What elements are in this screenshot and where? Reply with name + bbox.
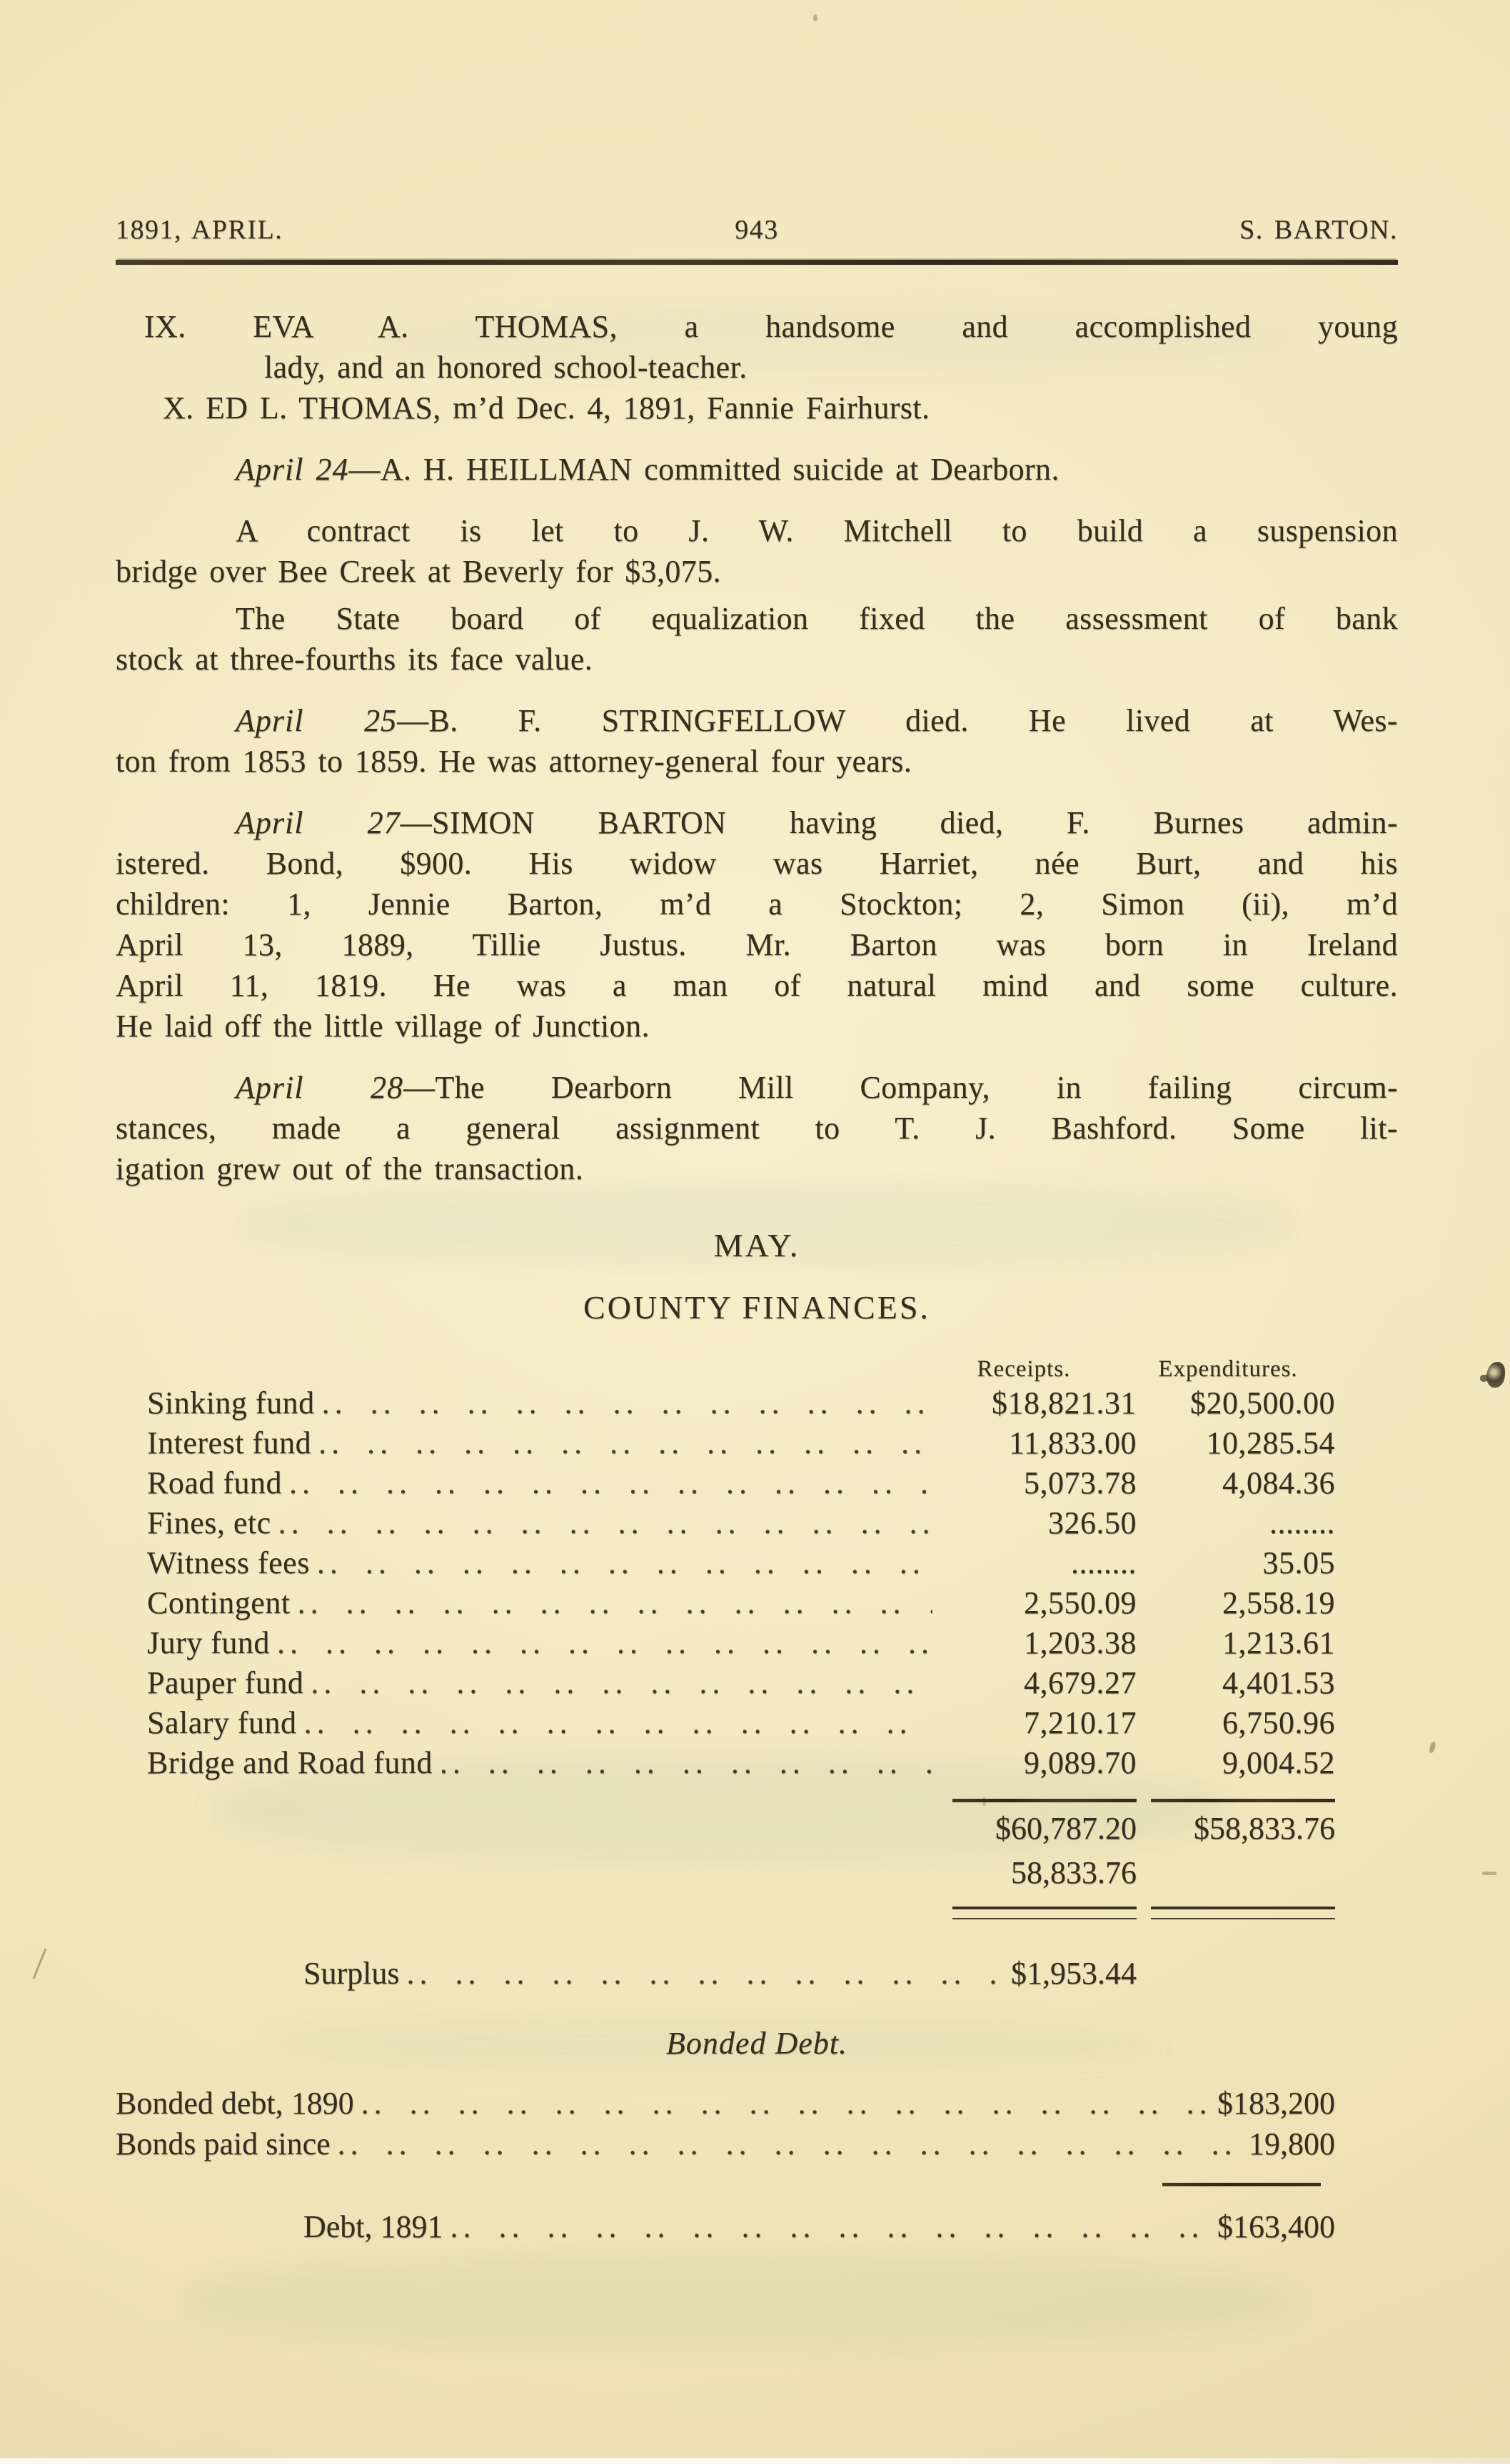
body-line bbox=[116, 388, 1398, 428]
body-line bbox=[116, 924, 1398, 965]
expenditures-value: 9,004.52 bbox=[1222, 1745, 1335, 1780]
expenditures-value: 6,750.96 bbox=[1222, 1705, 1335, 1740]
section-heading: COUNTY FINANCES. bbox=[583, 1289, 930, 1326]
dot-leader bbox=[406, 1954, 1001, 1994]
body-line-text: lady, and an honored school-teacher. bbox=[264, 350, 748, 385]
body-line-text: April 13, 1889, Tillie Justus. Mr. Barton was born in Ireland bbox=[116, 927, 1398, 962]
finance-table-row bbox=[116, 1463, 1398, 1503]
body-line bbox=[116, 1148, 1398, 1189]
finance-table-row bbox=[116, 1423, 1398, 1463]
paragraph bbox=[116, 700, 1398, 782]
finance-column-headers bbox=[116, 1355, 1398, 1383]
receipts-value: ........ bbox=[1071, 1545, 1137, 1580]
body-line-text: X. ED L. THOMAS, m’d Dec. 4, 1891, Fannie Fairhurst. bbox=[163, 390, 930, 425]
totals-row bbox=[116, 1808, 1398, 1849]
paragraph bbox=[116, 802, 1398, 1046]
paragraph bbox=[116, 598, 1398, 680]
header-date: 1891, APRIL. bbox=[116, 215, 283, 245]
paragraph bbox=[116, 510, 1398, 592]
body-line bbox=[116, 700, 1398, 741]
bonded-debt-heading: Bonded Debt. bbox=[666, 2026, 847, 2061]
body-line-text: istered. Bond, $900. His widow was Harriet, née Burt, and his bbox=[116, 846, 1398, 881]
debt-result-label: Debt, 1891 bbox=[303, 2209, 443, 2244]
surplus-label: Surplus bbox=[303, 1956, 400, 1991]
totals-rule-row bbox=[116, 1799, 1398, 1802]
receipts-total-rule bbox=[952, 1799, 1137, 1802]
expenditures-value: $20,500.00 bbox=[1190, 1385, 1335, 1420]
body-line bbox=[116, 639, 1398, 680]
running-header bbox=[116, 214, 1398, 246]
finance-table-row bbox=[116, 1543, 1398, 1583]
fund-label: Interest fund bbox=[147, 1425, 312, 1460]
body-line-text: —B. F. STRINGFELLOW died. He lived at Wes- bbox=[397, 703, 1398, 738]
bonded-debt-label: Bonds paid since bbox=[116, 2126, 331, 2161]
fund-label: Pauper fund bbox=[147, 1665, 304, 1700]
carry-amount: 58,833.76 bbox=[1011, 1855, 1137, 1890]
receipts-value: 7,210.17 bbox=[1024, 1705, 1137, 1740]
fund-label: Bridge and Road fund bbox=[147, 1745, 433, 1780]
body-line bbox=[116, 843, 1398, 884]
receipts-column-header: Receipts. bbox=[977, 1356, 1071, 1382]
dot-leader bbox=[451, 2206, 1207, 2247]
finance-table-row bbox=[116, 1623, 1398, 1663]
body-line bbox=[116, 551, 1398, 592]
debt-result-amount: $163,400 bbox=[1217, 2209, 1335, 2244]
expenditures-closing-rule bbox=[1151, 1907, 1335, 1919]
date-lead: April 27 bbox=[236, 805, 401, 840]
body-line bbox=[116, 741, 1398, 782]
body-line-text: bridge over Bee Creek at Beverly for $3,075. bbox=[116, 554, 721, 589]
dot-leader bbox=[440, 1743, 932, 1783]
bonded-debt-label: Bonded debt, 1890 bbox=[116, 2086, 354, 2121]
paragraph bbox=[116, 388, 1398, 428]
dot-leader bbox=[322, 1383, 932, 1423]
fund-label: Road fund bbox=[147, 1465, 283, 1500]
body-line bbox=[116, 1006, 1398, 1046]
body-line-text: He laid off the little village of Junction. bbox=[116, 1009, 650, 1044]
debt-result-row bbox=[116, 2206, 1398, 2247]
receipts-value: 5,073.78 bbox=[1024, 1465, 1137, 1500]
body-line-text: —SIMON BARTON having died, F. Burnes admin- bbox=[400, 805, 1399, 840]
surplus-row bbox=[116, 1954, 1398, 1994]
finance-table-row bbox=[116, 1503, 1398, 1543]
receipts-closing-rule bbox=[952, 1907, 1137, 1919]
month-heading: MAY. bbox=[713, 1227, 800, 1263]
date-lead: April 25 bbox=[236, 703, 398, 738]
bonded-debt-row bbox=[116, 2083, 1398, 2124]
closing-rule-row bbox=[116, 1907, 1398, 1919]
body-text bbox=[116, 306, 1398, 1189]
fund-label: Witness fees bbox=[147, 1545, 310, 1580]
expenditures-column-header: Expenditures. bbox=[1158, 1356, 1298, 1382]
body-line-text: The State board of equalization fixed the assessment of bank bbox=[236, 601, 1398, 636]
scan-edge-strip bbox=[0, 2458, 1510, 2464]
expenditures-value: 4,401.53 bbox=[1222, 1665, 1335, 1700]
expenditures-value: 2,558.19 bbox=[1222, 1585, 1335, 1620]
body-line bbox=[116, 347, 1398, 388]
body-line bbox=[116, 449, 1398, 490]
finance-table-row bbox=[116, 1583, 1398, 1623]
paragraph bbox=[116, 306, 1398, 388]
expenditures-total-rule bbox=[1151, 1799, 1335, 1802]
debt-rule-row bbox=[116, 2183, 1398, 2186]
finance-table-row bbox=[116, 1383, 1398, 1423]
body-line-text: —A. H. HEILLMAN committed suicide at Dearborn. bbox=[348, 452, 1059, 487]
dot-leader bbox=[298, 1583, 932, 1623]
dot-leader bbox=[318, 1423, 932, 1463]
body-line-text: IX. EVA A. THOMAS, a handsome and accomplished young bbox=[144, 309, 1398, 344]
body-line-text: stock at three-fourths its face value. bbox=[116, 642, 593, 677]
body-line bbox=[116, 1067, 1398, 1108]
body-line bbox=[116, 306, 1398, 347]
receipts-value: 1,203.38 bbox=[1024, 1625, 1137, 1660]
dot-leader bbox=[361, 2083, 1207, 2124]
paragraph bbox=[116, 449, 1398, 490]
finance-table-row bbox=[116, 1663, 1398, 1703]
dot-leader bbox=[304, 1703, 932, 1743]
receipts-total: $60,787.20 bbox=[995, 1811, 1137, 1846]
dot-leader bbox=[338, 2124, 1239, 2164]
dot-leader bbox=[277, 1623, 932, 1663]
body-line bbox=[116, 884, 1398, 924]
fund-label: Sinking fund bbox=[147, 1385, 315, 1420]
body-line-text: —The Dearborn Mill Company, in failing circum- bbox=[403, 1070, 1398, 1105]
debt-rule bbox=[1162, 2183, 1321, 2186]
bonded-debt-rows bbox=[116, 2083, 1398, 2164]
expenditures-total: $58,833.76 bbox=[1194, 1811, 1335, 1846]
body-line-text: April 11, 1819. He was a man of natural mind and some culture. bbox=[116, 968, 1398, 1003]
dot-leader bbox=[289, 1463, 932, 1503]
date-lead: April 24 bbox=[236, 452, 349, 487]
receipts-value: 326.50 bbox=[1048, 1505, 1137, 1540]
body-line-text: A contract is let to J. W. Mitchell to build a suspension bbox=[236, 513, 1398, 548]
bonded-debt-value: 19,800 bbox=[1249, 2126, 1335, 2161]
fund-label: Jury fund bbox=[147, 1625, 270, 1660]
surplus-amount: $1,953.44 bbox=[1011, 1956, 1137, 1991]
paragraph bbox=[116, 1067, 1398, 1189]
bleed-through-ghost bbox=[186, 2256, 1299, 2348]
body-line-text: igation grew out of the transaction. bbox=[116, 1151, 584, 1186]
body-line bbox=[116, 510, 1398, 551]
body-line bbox=[116, 598, 1398, 639]
bonded-debt-value: $183,200 bbox=[1217, 2086, 1335, 2121]
body-line-text: stances, made a general assignment to T. J. Bashford. Some lit- bbox=[116, 1111, 1398, 1146]
header-rule bbox=[116, 260, 1398, 265]
header-subject: S. BARTON. bbox=[1239, 215, 1399, 245]
finance-table-row bbox=[116, 1703, 1398, 1743]
receipts-value: $18,821.31 bbox=[992, 1385, 1137, 1420]
body-line bbox=[116, 802, 1398, 843]
dot-leader bbox=[311, 1663, 932, 1703]
body-line bbox=[116, 965, 1398, 1006]
dot-leader bbox=[317, 1543, 932, 1583]
page-number: 943 bbox=[735, 215, 779, 245]
expenditures-value: 35.05 bbox=[1262, 1545, 1335, 1580]
dot-leader bbox=[278, 1503, 932, 1543]
receipts-value: 2,550.09 bbox=[1024, 1585, 1137, 1620]
finance-table-row bbox=[116, 1743, 1398, 1783]
body-line bbox=[116, 1108, 1398, 1148]
expenditures-value: ........ bbox=[1269, 1505, 1335, 1540]
fund-label: Contingent bbox=[147, 1585, 291, 1620]
receipts-value: 9,089.70 bbox=[1024, 1745, 1137, 1780]
body-line-text: ton from 1853 to 1859. He was attorney-general four years. bbox=[116, 744, 912, 779]
body-line-text: children: 1, Jennie Barton, m’d a Stockton; 2, Simon (ii), m’d bbox=[116, 887, 1398, 922]
expenditures-value: 10,285.54 bbox=[1206, 1425, 1335, 1460]
receipts-value: 11,833.00 bbox=[1009, 1425, 1137, 1460]
carry-row bbox=[116, 1852, 1398, 1894]
date-lead: April 28 bbox=[236, 1070, 403, 1105]
fund-label: Fines, etc bbox=[147, 1505, 271, 1540]
expenditures-value: 4,084.36 bbox=[1222, 1465, 1335, 1500]
bonded-debt-row bbox=[116, 2124, 1398, 2164]
receipts-value: 4,679.27 bbox=[1024, 1665, 1137, 1700]
expenditures-value: 1,213.61 bbox=[1222, 1625, 1335, 1660]
county-finances-table bbox=[116, 1383, 1398, 1783]
fund-label: Salary fund bbox=[147, 1705, 297, 1740]
